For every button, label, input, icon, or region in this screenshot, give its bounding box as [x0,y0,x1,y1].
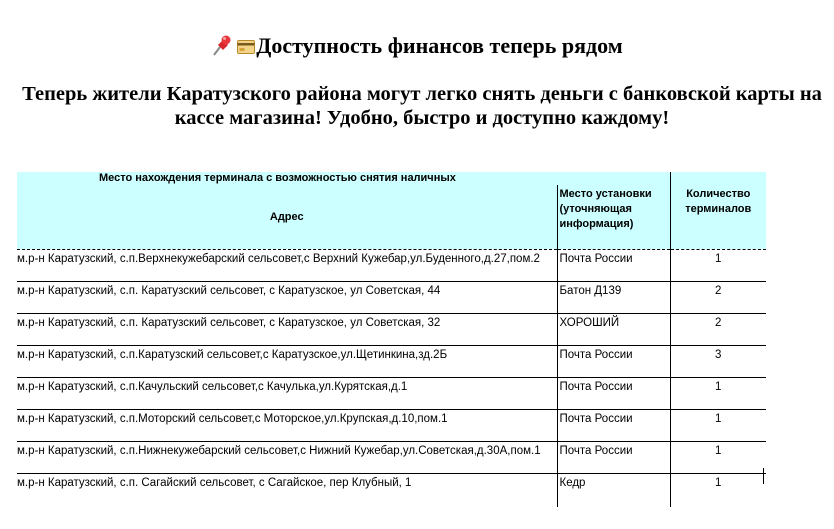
table-group-header-row [17,172,766,185]
place-cell: Почта России [557,378,670,410]
terminals-table [17,172,766,507]
address-cell: м.р-н Каратузский, с.п. Каратузский сельсовет, с Каратузское, ул Советская, 32 [17,314,557,346]
intro-text: Теперь жители Каратузского района могут легко снять деньги с банковской карты на кассе магазина! Удобно, быстро и доступно каждому! [22,83,822,129]
count-cell: 3 [670,346,766,378]
address-cell: м.р-н Каратузский, с.п. Сагайский сельсовет, с Сагайское, пер Клубный, 1 [17,477,412,489]
count-cell: 2 [670,314,766,346]
column-header-address: Адрес [17,185,557,250]
count-cell: 1 [670,250,766,282]
table-row [17,346,766,378]
place-cell: Почта России [557,346,670,378]
column-header-place: Место установки (уточняющая информация) [557,185,670,250]
place-cell: Кедр [557,474,670,508]
table-row [17,378,766,410]
count-cell: 2 [670,282,766,314]
table-column-header-row [17,185,766,250]
place-cell: Батон Д139 [557,282,670,314]
place-cell: Почта России [557,442,670,474]
address-cell: м.р-н Каратузский, с.п. Каратузский сельсовет, с Каратузское, ул Советская, 44 [17,282,557,314]
column-header-count: Количество терминалов [670,185,766,250]
credit-card-icon [237,33,255,47]
table-row [17,250,766,282]
address-cell: м.р-н Каратузский, с.п.Верхнекужебарский сельсовет,с Верхний Кужебар,ул.Буденного,д.27,пом.2 [17,250,557,282]
count-cell: 1 [670,378,766,410]
address-cell: м.р-н Каратузский, с.п.Качульский сельсовет,с Качулька,ул.Курятская,д.1 [17,378,557,410]
address-cell: м.р-н Каратузский, с.п.Нижнекужебарский сельсовет,с Нижний Кужебар,ул.Советская,д.30А,пом.1 [17,442,557,474]
count-cell: 1 [670,442,766,474]
table-row [17,282,766,314]
place-cell: Почта России [557,250,670,282]
place-cell: Почта России [557,410,670,442]
count-cell: 1 [670,474,766,508]
page-heading [0,32,834,60]
heading-text: Доступность финансов теперь рядом [256,33,623,58]
text-cursor [763,468,764,484]
pushpin-icon [211,35,231,57]
place-cell: ХОРОШИЙ [557,314,670,346]
table-row [17,314,766,346]
address-cell: м.р-н Каратузский, с.п.Моторский сельсовет,с Моторское,ул.Крупская,д.10,пом.1 [17,410,557,442]
group-header: Место нахождения терминала с возможностью снятия наличных [17,172,670,185]
table-row [17,474,766,508]
table-row [17,442,766,474]
table-row [17,410,766,442]
count-cell: 1 [670,410,766,442]
address-cell: м.р-н Каратузский, с.п.Каратузский сельсовет,с Каратузское,ул.Щетинкина,зд.2Б [17,346,557,378]
